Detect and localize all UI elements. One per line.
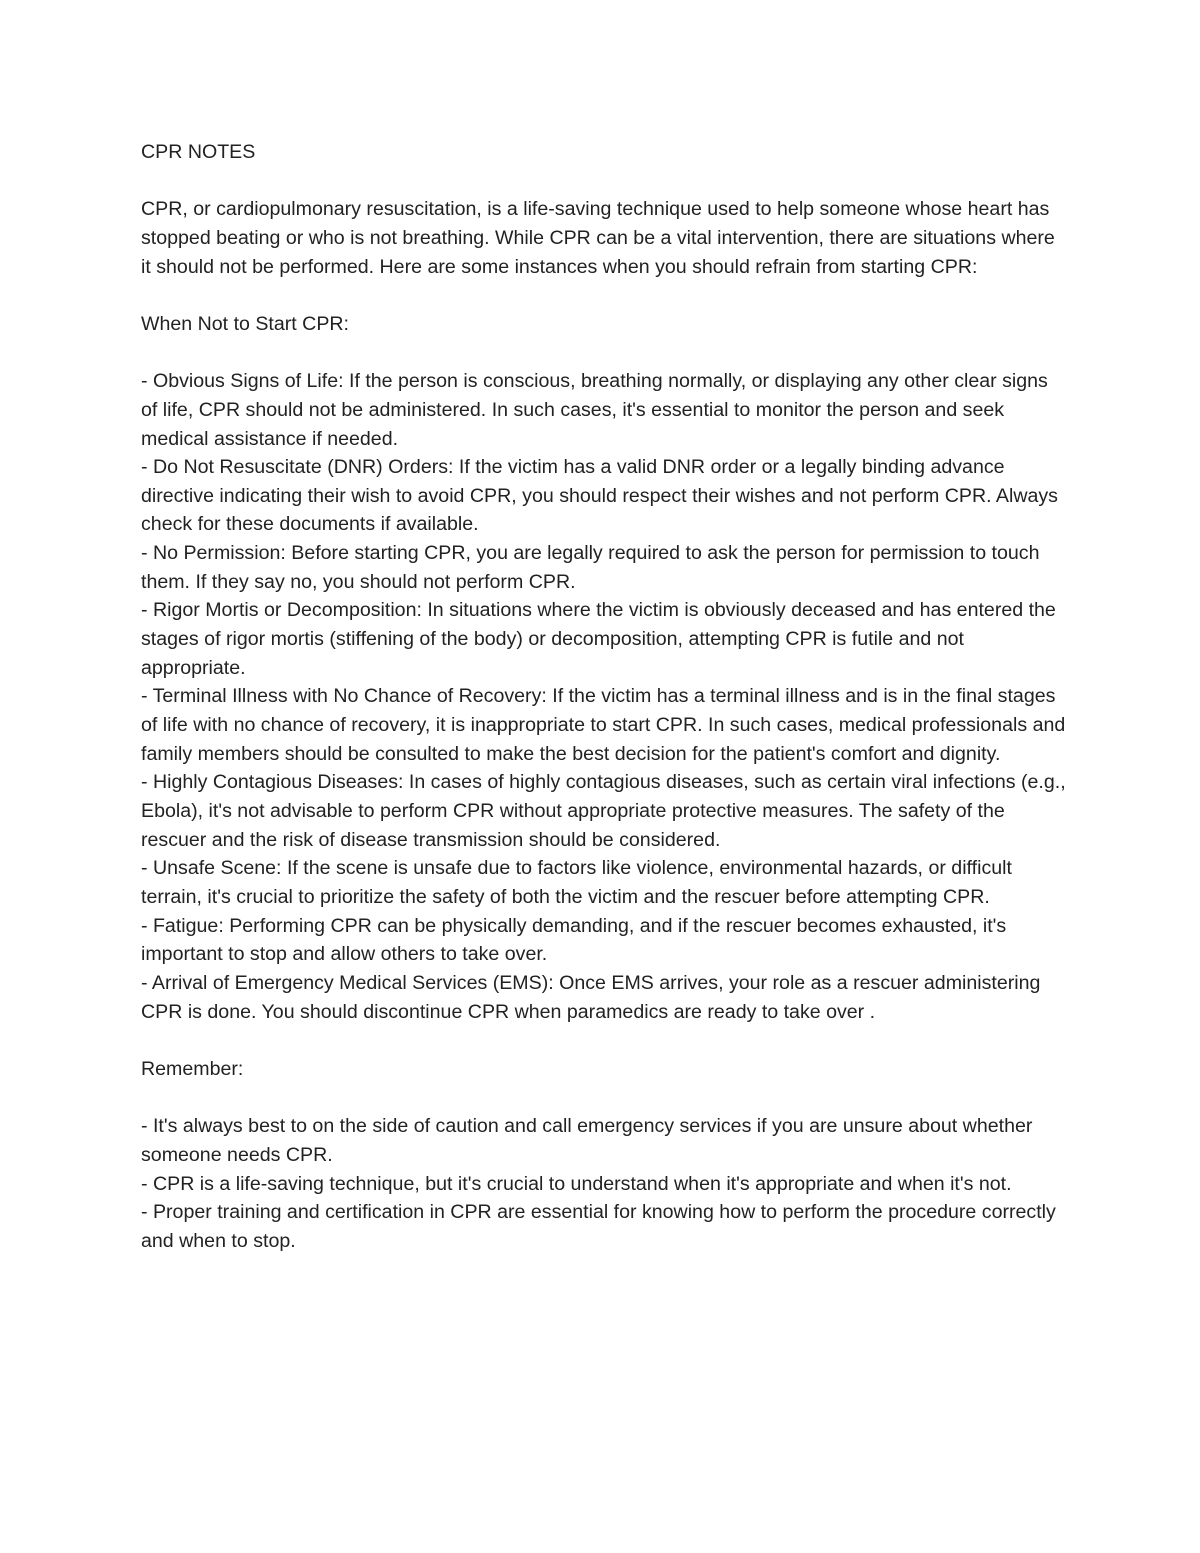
spacer bbox=[141, 1084, 1066, 1113]
intro-paragraph: CPR, or cardiopulmonary resuscitation, is a life-saving technique used to help someone whose heart has stopped beating or who is not breathing. While CPR can be a vital intervention, there are situations where it should not be performed. Here are some instances when you should refrain from starting CPR: bbox=[141, 198, 1055, 278]
spacer bbox=[141, 167, 1066, 196]
list-item: - Fatigue: Performing CPR can be physically demanding, and if the rescuer becomes exhausted, it's important to stop and allow others to take over. bbox=[141, 914, 1007, 966]
document-title: CPR NOTES bbox=[141, 141, 256, 163]
spacer bbox=[141, 1026, 1066, 1055]
list-item: - Terminal Illness with No Chance of Recovery: If the victim has a terminal illness and is in the final stages of life with no chance of recovery, it is inappropriate to start CPR. In such cases, medical professionals and family members should be consulted to make the best decision for the patient's comfort and dignity. bbox=[141, 685, 1066, 765]
section-heading: When Not to Start CPR: bbox=[141, 312, 349, 335]
list-item: - Rigor Mortis or Decomposition: In situations where the victim is obviously deceased and has entered the stages of rigor mortis (stiffening of the body) or decomposition, attempting CPR is futile and not appropriate. bbox=[141, 599, 1056, 679]
spacer bbox=[141, 339, 1066, 368]
document-body bbox=[141, 138, 1066, 1256]
list-item: - Do Not Resuscitate (DNR) Orders: If the victim has a valid DNR order or a legally binding advance directive indicating their wish to avoid CPR, you should respect their wishes and not perform CPR. Always check for these documents if available. bbox=[141, 456, 1058, 536]
list-item: - Obvious Signs of Life: If the person is conscious, breathing normally, or displaying any other clear signs of life, CPR should not be administered. In such cases, it's essential to monitor the person and seek medical assistance if needed. bbox=[141, 370, 1048, 450]
list-item: - Highly Contagious Diseases: In cases of highly contagious diseases, such as certain viral infections (e.g., Ebola), it's not advisable to perform CPR without appropriate protective measures. The safety of the rescuer and the risk of disease transmission should be considered. bbox=[141, 771, 1066, 851]
list-item: - Unsafe Scene: If the scene is unsafe due to factors like violence, environmental hazards, or difficult terrain, it's crucial to prioritize the safety of both the victim and the rescuer before attempting CPR. bbox=[141, 857, 1012, 909]
remember-item: - CPR is a life-saving technique, but it's crucial to understand when it's appropriate and when it's not. bbox=[141, 1172, 1012, 1195]
list-item: - No Permission: Before starting CPR, you are legally required to ask the person for permission to touch them. If they say no, you should not perform CPR. bbox=[141, 542, 1040, 593]
list-item: - Arrival of Emergency Medical Services (EMS): Once EMS arrives, your role as a rescuer administering CPR is done. You should discontinue CPR when paramedics are ready to take over . bbox=[141, 971, 1041, 1023]
remember-item: - Proper training and certification in CPR are essential for knowing how to perform the procedure correctly and when to stop. bbox=[141, 1201, 1056, 1252]
remember-heading: Remember: bbox=[141, 1057, 244, 1080]
spacer bbox=[141, 281, 1066, 310]
remember-item: - It's always best to on the side of caution and call emergency services if you are unsure about whether someone needs CPR. bbox=[141, 1115, 1033, 1166]
